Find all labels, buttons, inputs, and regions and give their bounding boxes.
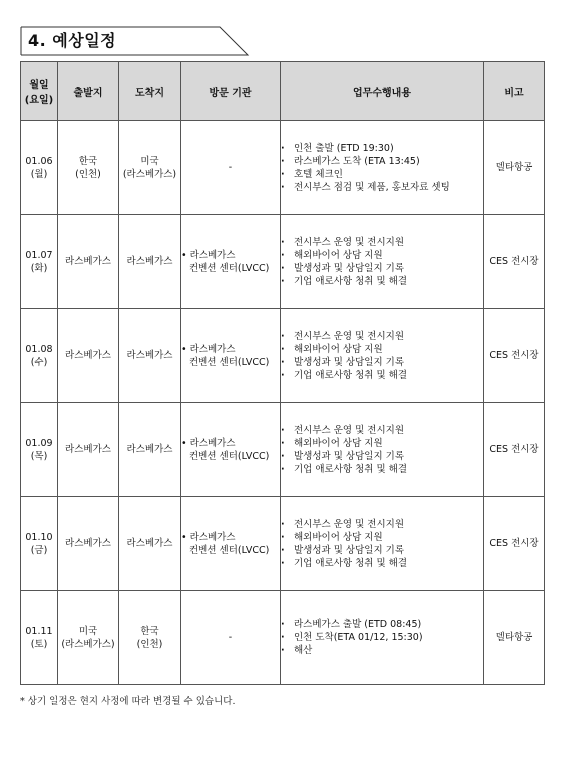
task-item: · 라스베가스 출발 (ETD 08:45) [281, 618, 483, 631]
task-item: · 발생성과 및 상담일지 기록 [281, 262, 483, 275]
date-cell: 01.10 (금) [21, 497, 58, 591]
tasks-cell [281, 309, 484, 403]
task-item: · 호텔 체크인 [281, 168, 483, 181]
date-cell: 01.07 (화) [21, 215, 58, 309]
page-title: 4. 예상일정 [28, 31, 117, 50]
task-item: · 해외바이어 상담 지원 [281, 437, 483, 450]
table-row [21, 403, 545, 497]
task-item: · 전시부스 점검 및 제품, 홍보자료 셋팅 [281, 181, 483, 194]
table-row [21, 121, 545, 215]
table-header-row [21, 62, 545, 121]
schedule-table [20, 61, 545, 685]
task-item: · 해외바이어 상담 지원 [281, 531, 483, 544]
departure-cell: 라스베가스 [58, 403, 119, 497]
task-item: · 발생성과 및 상담일지 기록 [281, 450, 483, 463]
column-header: 업무수행내용 [281, 62, 484, 121]
departure-cell: 한국 (인천) [58, 121, 119, 215]
date-cell: 01.06 (월) [21, 121, 58, 215]
arrival-cell: 라스베가스 [119, 309, 181, 403]
task-item: · 해외바이어 상담 지원 [281, 249, 483, 262]
tasks-cell [281, 121, 484, 215]
column-header: 월일 (요일) [21, 62, 58, 121]
arrival-cell: 미국 (라스베가스) [119, 121, 181, 215]
table-row [21, 591, 545, 685]
task-item: · 해외바이어 상담 지원 [281, 343, 483, 356]
visit-org-cell: • 라스베가스 컨벤션 센터(LVCC) [181, 215, 281, 309]
note-cell: CES 전시장 [484, 215, 545, 309]
table-row [21, 215, 545, 309]
tasks-cell [281, 215, 484, 309]
note-cell: CES 전시장 [484, 309, 545, 403]
task-item: · 발생성과 및 상담일지 기록 [281, 544, 483, 557]
table-body [21, 121, 545, 685]
task-item: · 전시부스 운영 및 전시지원 [281, 518, 483, 531]
task-item: · 라스베가스 도착 (ETA 13:45) [281, 155, 483, 168]
departure-cell: 라스베가스 [58, 309, 119, 403]
note-cell: CES 전시장 [484, 497, 545, 591]
tasks-cell [281, 403, 484, 497]
table-row [21, 309, 545, 403]
visit-org-cell: • 라스베가스 컨벤션 센터(LVCC) [181, 403, 281, 497]
arrival-cell: 라스베가스 [119, 403, 181, 497]
date-cell: 01.11 (토) [21, 591, 58, 685]
task-item: · 기업 애로사항 청취 및 해결 [281, 463, 483, 476]
departure-cell: 라스베가스 [58, 215, 119, 309]
departure-cell: 미국 (라스베가스) [58, 591, 119, 685]
task-item: · 발생성과 및 상담일지 기록 [281, 356, 483, 369]
arrival-cell: 라스베가스 [119, 215, 181, 309]
visit-org-cell: • 라스베가스 컨벤션 센터(LVCC) [181, 497, 281, 591]
note-cell: 델타항공 [484, 121, 545, 215]
task-item: · 기업 애로사항 청취 및 해결 [281, 369, 483, 382]
column-header: 비고 [484, 62, 545, 121]
task-item: · 전시부스 운영 및 전시지원 [281, 236, 483, 249]
table-row [21, 497, 545, 591]
footnote: * 상기 일정은 현지 사정에 따라 변경될 수 있습니다. [20, 696, 236, 707]
task-item: · 기업 애로사항 청취 및 해결 [281, 557, 483, 570]
task-item: · 인천 출발 (ETD 19:30) [281, 142, 483, 155]
column-header: 도착지 [119, 62, 181, 121]
departure-cell: 라스베가스 [58, 497, 119, 591]
task-item: · 전시부스 운영 및 전시지원 [281, 424, 483, 437]
column-header: 출발지 [58, 62, 119, 121]
column-header: 방문 기관 [181, 62, 281, 121]
tasks-cell [281, 497, 484, 591]
visit-org-cell: - [181, 591, 281, 685]
visit-org-cell: - [181, 121, 281, 215]
task-item: · 전시부스 운영 및 전시지원 [281, 330, 483, 343]
arrival-cell: 한국 (인천) [119, 591, 181, 685]
task-item: · 인천 도착(ETA 01/12, 15:30) [281, 631, 483, 644]
visit-org-cell: • 라스베가스 컨벤션 센터(LVCC) [181, 309, 281, 403]
date-cell: 01.08 (수) [21, 309, 58, 403]
task-item: · 기업 애로사항 청취 및 해결 [281, 275, 483, 288]
arrival-cell: 라스베가스 [119, 497, 181, 591]
task-item: · 해산 [281, 644, 483, 657]
tasks-cell [281, 591, 484, 685]
date-cell: 01.09 (목) [21, 403, 58, 497]
section-title-box [20, 25, 250, 57]
note-cell: 델타항공 [484, 591, 545, 685]
note-cell: CES 전시장 [484, 403, 545, 497]
